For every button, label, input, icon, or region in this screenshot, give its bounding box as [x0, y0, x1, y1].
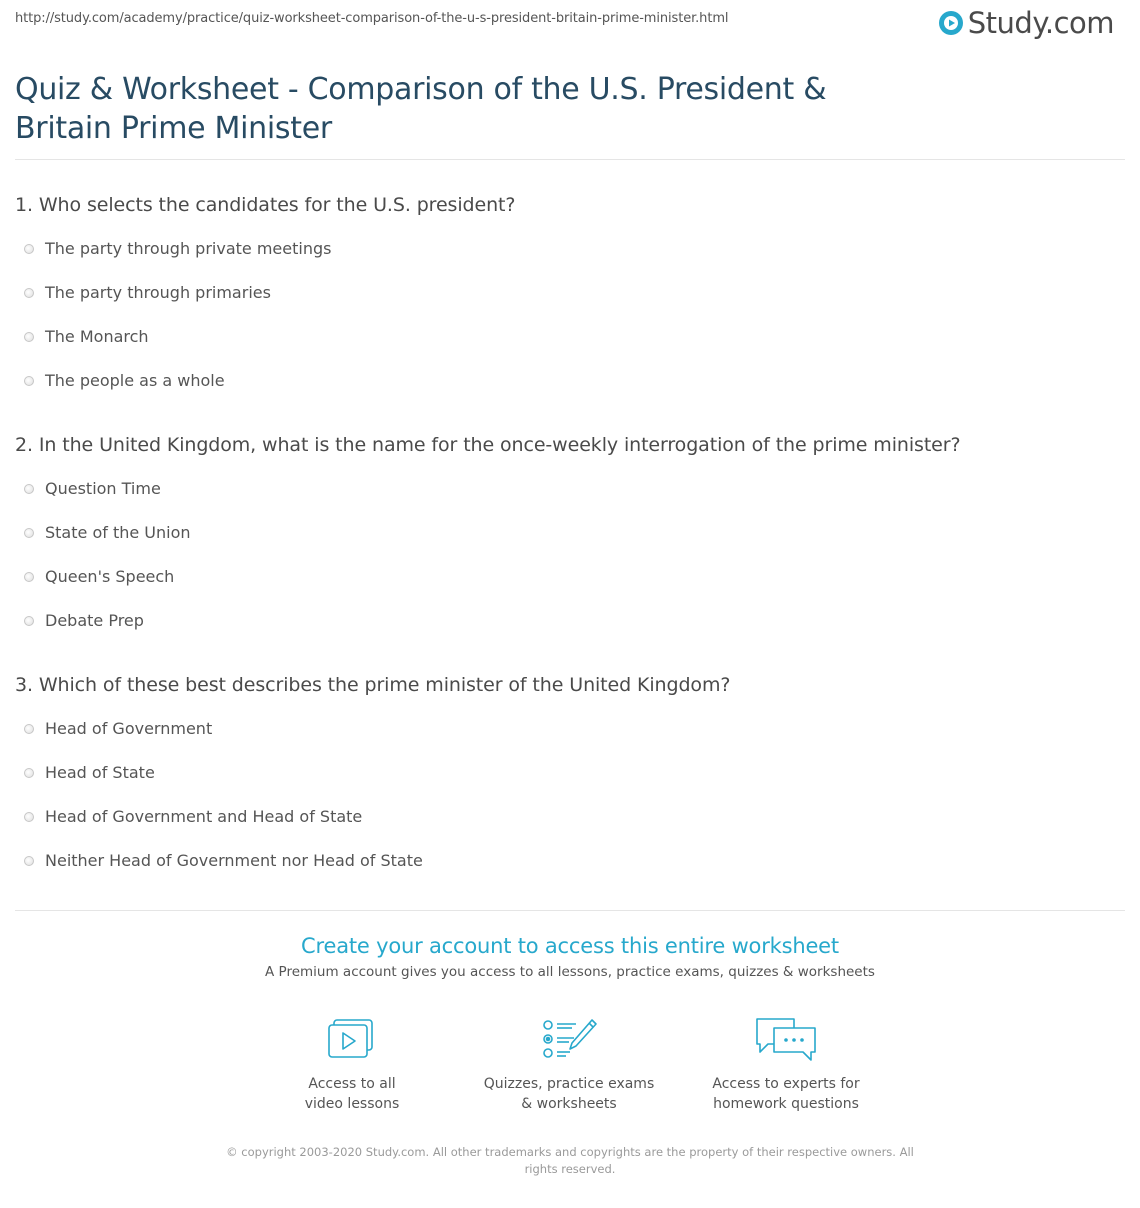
option-label: The Monarch — [45, 327, 149, 346]
radio-button[interactable] — [24, 244, 34, 254]
radio-button[interactable] — [24, 812, 34, 822]
feature-label-line1: Access to experts for — [712, 1076, 860, 1092]
question-1-option-1[interactable] — [24, 239, 331, 258]
feature-label-line2: homework questions — [713, 1096, 859, 1112]
page-title: Quiz & Worksheet - Comparison of the U.S. President & Britain Prime Minister — [15, 72, 827, 146]
question-3-option-4[interactable] — [24, 851, 423, 870]
logo-text: Study.com — [967, 6, 1114, 40]
radio-button[interactable] — [24, 288, 34, 298]
title-divider — [15, 159, 1125, 160]
radio-button[interactable] — [24, 724, 34, 734]
question-2-option-3[interactable] — [24, 567, 174, 586]
option-label: Head of Government — [45, 719, 213, 738]
page-url: http://study.com/academy/practice/quiz-worksheet-comparison-of-the-u-s-president-britain-prime-minister.html — [15, 11, 729, 26]
feature-label-line2: & worksheets — [521, 1096, 617, 1112]
play-circle-icon — [938, 10, 964, 36]
question-2-option-2[interactable] — [24, 523, 191, 542]
option-label: State of the Union — [45, 523, 191, 542]
option-label: The people as a whole — [45, 371, 225, 390]
question-3-option-1[interactable] — [24, 719, 212, 738]
option-label: Head of State — [45, 763, 155, 782]
question-3: 3. Which of these best describes the prime minister of the United Kingdom? — [15, 674, 731, 696]
option-label: Queen's Speech — [45, 567, 175, 586]
option-label: Neither Head of Government nor Head of State — [45, 851, 423, 870]
question-1-option-4[interactable] — [24, 371, 225, 390]
chat-bubbles-icon — [754, 1016, 818, 1062]
radio-button[interactable] — [24, 376, 34, 386]
option-label: Debate Prep — [45, 611, 144, 630]
cta-divider — [15, 910, 1125, 911]
question-2-option-1[interactable] — [24, 479, 161, 498]
radio-button[interactable] — [24, 616, 34, 626]
question-2-option-4[interactable] — [24, 611, 144, 630]
copyright-footer — [0, 1144, 1140, 1178]
feature-label-line2: video lessons — [304, 1096, 400, 1112]
question-1: 1. Who selects the candidates for the U.S. president? — [15, 194, 516, 216]
question-3-option-2[interactable] — [24, 763, 155, 782]
feature-label-line1: Access to all — [308, 1076, 396, 1092]
quiz-checklist-icon — [540, 1016, 598, 1062]
radio-button[interactable] — [24, 768, 34, 778]
create-account-link[interactable]: Create your account to access this entire worksheet — [301, 934, 839, 958]
option-label: The party through private meetings — [45, 239, 332, 258]
option-label: Question Time — [45, 479, 161, 498]
copyright-text: © copyright 2003-2020 Study.com. All other trademarks and copyrights are the property of their respective owners. All rights reserved. — [226, 1145, 914, 1176]
cta-subtitle: A Premium account gives you access to all lessons, practice exams, quizzes & worksheets — [265, 964, 875, 980]
question-2: 2. In the United Kingdom, what is the name for the once-weekly interrogation of the prime minister? — [15, 434, 961, 456]
radio-button[interactable] — [24, 572, 34, 582]
feature-video-lessons — [252, 1016, 452, 1114]
radio-button[interactable] — [24, 484, 34, 494]
study-logo[interactable] — [938, 6, 1114, 40]
radio-button[interactable] — [24, 332, 34, 342]
video-lessons-icon — [324, 1016, 380, 1062]
option-label: Head of Government and Head of State — [45, 807, 363, 826]
radio-button[interactable] — [24, 856, 34, 866]
question-3-option-3[interactable] — [24, 807, 362, 826]
feature-experts — [686, 1016, 886, 1114]
question-1-option-2[interactable] — [24, 283, 271, 302]
radio-button[interactable] — [24, 528, 34, 538]
question-1-option-3[interactable] — [24, 327, 149, 346]
feature-label-line1: Quizzes, practice exams — [483, 1076, 655, 1092]
feature-quizzes — [469, 1016, 669, 1114]
option-label: The party through primaries — [45, 283, 271, 302]
